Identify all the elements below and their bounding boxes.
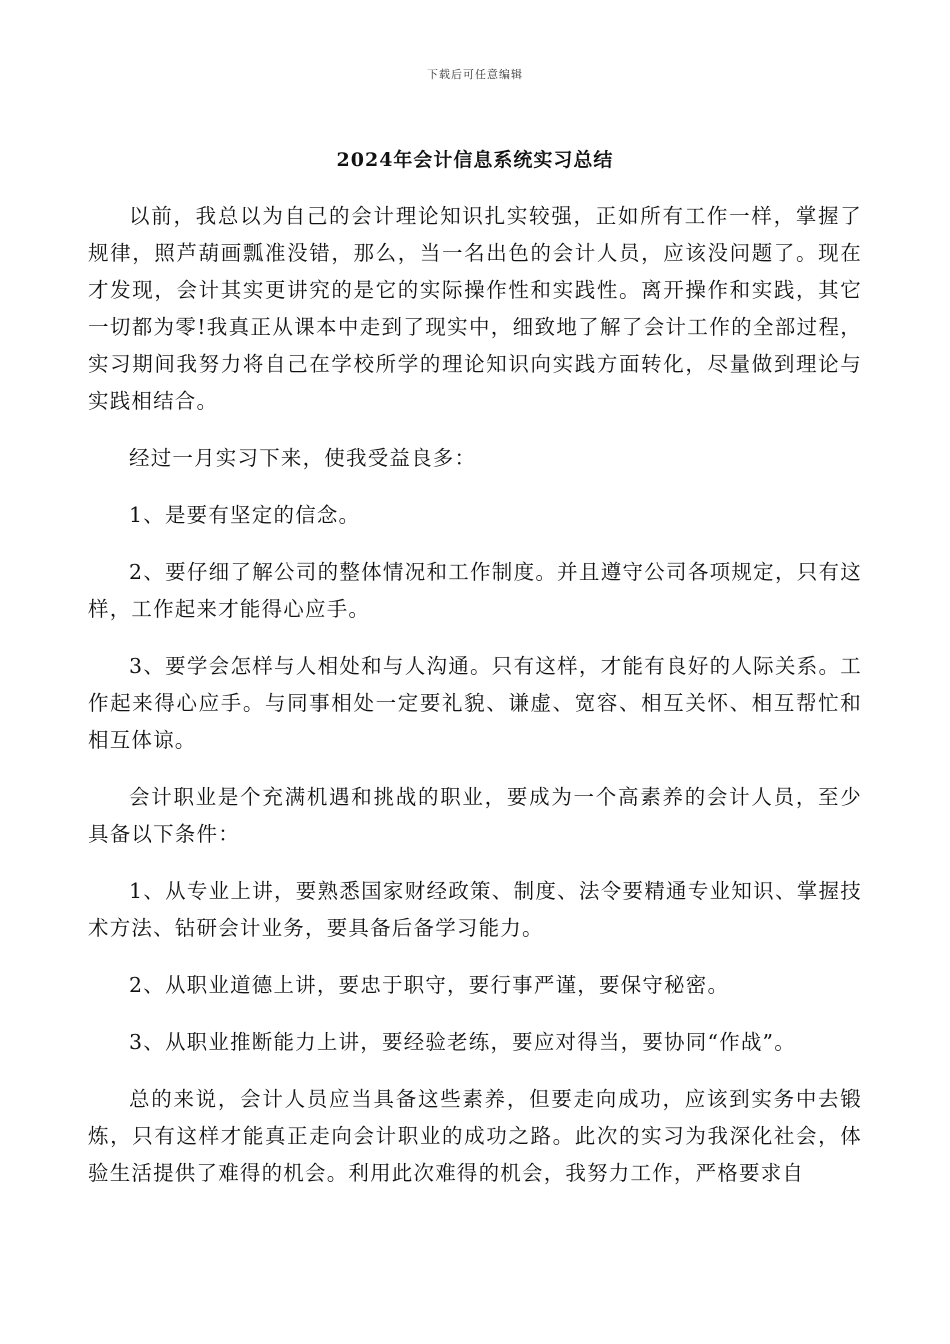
list-item: 2、从职业道德上讲，要忠于职守，要行事严谨，要保守秘密。 bbox=[129, 973, 730, 997]
list-item: 3、要学会怎样与人相处和与人沟通。只有这样，才能有良好的人际关系。工作起来得心应手。与同事相处一定要礼貌、谦虚、宽容、相互关怀、相互帮忙和相互体谅。 bbox=[88, 654, 862, 752]
document-title: 2024年会计信息系统实习总结 bbox=[336, 149, 614, 171]
paragraph: 以前，我总以为自己的会计理论知识扎实较强，正如所有工作一样，掌握了规律，照芦葫画瓢准没错，那么，当一名出色的会计人员，应该没问题了。现在才发现，会计其实更讲究的是它的实际操作性和实践性。离开操作和实践，其它一切都为零!我真正从课本中走到了现实中，细致地了解了会计工作的全部过程，实习期间我努力将自己在学校所学的理论知识向实践方面转化，尽量做到理论与实践相结合。 bbox=[88, 204, 862, 413]
paragraph: 总的来说，会计人员应当具备这些素养，但要走向成功，应该到实务中去锻炼，只有这样才能真正走向会计职业的成功之路。此次的实习为我深化社会，体验生活提供了难得的机会。利用此次难得的机会，我努力工作，严格要求自 bbox=[88, 1087, 862, 1185]
list-item: 2、要仔细了解公司的整体情况和工作制度。并且遵守公司各项规定，只有这样，工作起来才能得心应手。 bbox=[88, 560, 862, 621]
header-note: 下载后可任意编辑 bbox=[427, 68, 523, 81]
paragraph: 会计职业是个充满机遇和挑战的职业，要成为一个高素养的会计人员，至少具备以下条件： bbox=[88, 785, 862, 846]
list-item: 1、是要有坚定的信念。 bbox=[129, 503, 361, 527]
document-body bbox=[88, 198, 862, 1212]
list-item: 1、从专业上讲，要熟悉国家财经政策、制度、法令要精通专业知识、掌握技术方法、钻研会计业务，要具备后备学习能力。 bbox=[88, 879, 862, 940]
list-item: 3、从职业推断能力上讲，要经验老练，要应对得当，要协同“作战”。 bbox=[129, 1030, 796, 1054]
paragraph: 经过一月实习下来，使我受益良多： bbox=[129, 446, 477, 470]
